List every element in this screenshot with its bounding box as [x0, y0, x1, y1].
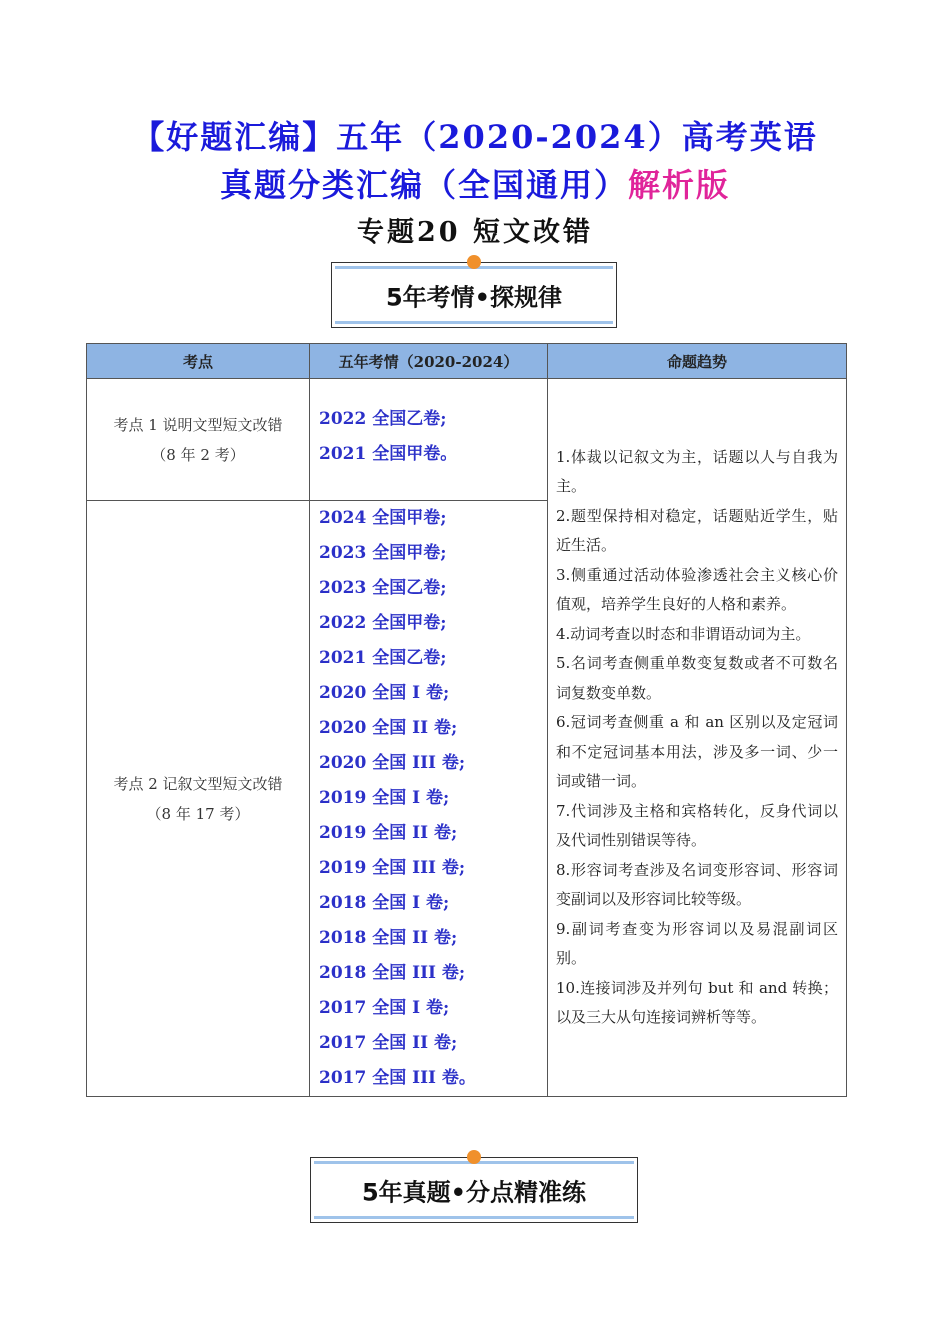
year-item: 2017 全国 III 卷。: [319, 1068, 476, 1088]
year-item: 2019 全国 II 卷;: [319, 823, 458, 843]
exam-analysis-table: [86, 343, 847, 1097]
year-item: 2020 全国 II 卷;: [319, 718, 458, 738]
banner-label: 5年考情•探规律: [385, 283, 563, 312]
year-item: 2023 全国乙卷;: [319, 578, 447, 598]
trend-item: 6.冠词考查侧重 a 和 an 区别以及定冠词和不定冠词基本用法，涉及多一词、少一词或错一词。: [556, 713, 838, 790]
kaodian-2: [87, 501, 310, 1097]
banner-band-bottom: [335, 321, 613, 324]
year-item: 2021 全国乙卷;: [319, 648, 447, 668]
trend-item: 5.名词考查侧重单数变复数或者不可数名词复数变单数。: [556, 654, 838, 702]
trend-item: 3.侧重通过活动体验渗透社会主义核心价值观，培养学生良好的人格和素养。: [556, 565, 838, 613]
year-item: 2019 全国 III 卷;: [319, 858, 466, 878]
banner-dot-icon: [467, 1150, 481, 1164]
kaodian-2-name: 考点 2 记叙文型短文改错: [113, 774, 283, 793]
year-item: 2017 全国 II 卷;: [319, 1033, 458, 1053]
trend-cell: [548, 379, 847, 1097]
years-2: [310, 501, 548, 1097]
years-1: [310, 379, 548, 501]
banner-dot-icon: [467, 255, 481, 269]
year-item: 2017 全国 I 卷;: [319, 998, 450, 1018]
year-item: 2019 全国 I 卷;: [319, 788, 450, 808]
trend-item: 7.代词涉及主格和宾格转化，反身代词以及代词性别错误等待。: [556, 801, 838, 849]
year-item: 2020 全国 III 卷;: [319, 753, 466, 773]
year-item: 2018 全国 II 卷;: [319, 928, 458, 948]
topic-title: 专题20 短文改错: [357, 217, 593, 248]
title-line-2-main: 真题分类汇编（全国通用）: [219, 166, 628, 204]
title-line-1: 【好题汇编】五年（2020-2024）高考英语: [132, 118, 818, 156]
year-item: 2022 全国甲卷;: [319, 613, 447, 633]
kaodian-1: [87, 379, 310, 501]
year-item: 2018 全国 III 卷;: [319, 963, 466, 983]
title-line-2-accent: 解析版: [628, 166, 731, 204]
table-row: [87, 379, 847, 501]
year-item: 2021 全国甲卷。: [319, 444, 458, 464]
kaodian-2-count: （8 年 17 考）: [146, 804, 250, 823]
trend-item: 2.题型保持相对稳定，话题贴近学生，贴近生活。: [556, 506, 838, 554]
trend-item: 9.副词考查变为形容词以及易混副词区别。: [556, 919, 838, 967]
header-trend: 命题趋势: [548, 344, 847, 379]
title-line-2: [0, 160, 950, 206]
trend-item: 8.形容词考查涉及名词变形容词、形容词变副词以及形容词比较等级。: [556, 860, 838, 908]
trend-item: 10.连接词涉及并列句 but 和 and 转换；以及三大从句连接词辨析等等。: [556, 978, 838, 1026]
kaodian-1-name: 考点 1 说明文型短文改错: [113, 415, 283, 434]
header-years: 五年考情（2020-2024）: [310, 344, 548, 379]
section-banner-practice: [310, 1157, 638, 1223]
banner-band-bottom: [314, 1216, 634, 1219]
kaodian-1-count: （8 年 2 考）: [151, 445, 245, 464]
table-header-row: [87, 344, 847, 379]
trend-item: 1.体裁以记叙文为主，话题以人与自我为主。: [556, 447, 838, 495]
banner-label: 5年真题•分点精准练: [361, 1178, 587, 1207]
year-item: 2020 全国 I 卷;: [319, 683, 450, 703]
year-item: 2023 全国甲卷;: [319, 543, 447, 563]
year-item: 2022 全国乙卷;: [319, 409, 447, 429]
trend-item: 4.动词考查以时态和非谓语动词为主。: [556, 624, 811, 643]
year-item: 2018 全国 I 卷;: [319, 893, 450, 913]
section-banner-trends: [331, 262, 617, 328]
year-item: 2024 全国甲卷;: [319, 508, 447, 528]
header-kaodian: 考点: [87, 344, 310, 379]
